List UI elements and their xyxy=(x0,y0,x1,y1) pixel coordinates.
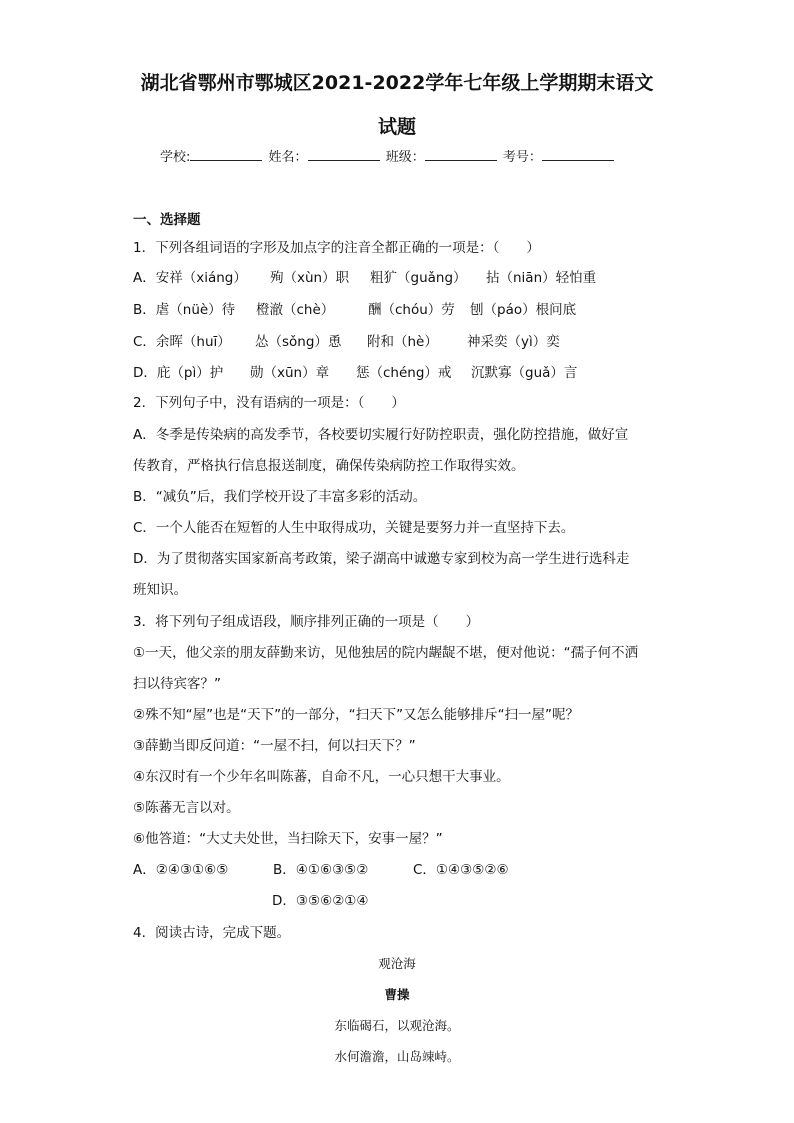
option-item: 勋（xūn）章 xyxy=(250,365,330,381)
question-3-sentence: ⑤陈蕃无言以对。 xyxy=(133,800,240,816)
question-2-line: A．冬季是传染病的高发季节，各校要切实履行好防控职责，强化防控措施，做好宣 xyxy=(133,427,629,443)
option-item: 刨（páo）根问底 xyxy=(470,302,577,318)
option-item: D．庇（pì）护 xyxy=(133,365,224,381)
school-label: 学校: xyxy=(160,150,191,165)
question-2-line: 班知识。 xyxy=(133,582,187,598)
option-item: 酬（chóu）劳 xyxy=(368,302,455,318)
question-3-stem: 3．将下列句子组成语段，顺序排列正确的一项是（ ） xyxy=(133,614,480,630)
option-item: C．①④③⑤②⑥ xyxy=(413,862,509,878)
question-3-option-d: D．③⑤⑥②①④ xyxy=(272,893,369,909)
class-field[interactable] xyxy=(425,148,497,161)
option-item: A．②④③①⑥⑤ xyxy=(133,862,229,878)
option-item: C．余晖（huī） xyxy=(133,334,231,350)
question-3-sentence: 扫以待宾客？” xyxy=(133,676,221,692)
class-label: 班级： xyxy=(385,150,425,165)
question-1-option-d xyxy=(133,361,577,381)
question-4-stem: 4．阅读古诗，完成下题。 xyxy=(133,925,291,941)
poem-title: 观沧海 xyxy=(378,956,416,971)
question-1-option-a xyxy=(133,266,596,286)
poem-author: 曹操 xyxy=(384,987,410,1002)
poem-line: 东临碣石，以观沧海。 xyxy=(334,1018,460,1033)
student-info-row xyxy=(160,146,616,165)
option-item: 拈（niān）轻怕重 xyxy=(486,270,597,286)
exam-number-field[interactable] xyxy=(542,148,614,161)
question-3-sentence: ③薛勤当即反问道：“一屋不扫，何以扫天下？” xyxy=(133,738,416,754)
name-field[interactable] xyxy=(308,148,380,161)
question-1-option-b xyxy=(133,298,576,318)
option-item: 神采奕（yì）奕 xyxy=(467,334,560,350)
question-3-sentence: ④东汉时有一个少年名叫陈蕃，自命不凡，一心只想干大事业。 xyxy=(133,769,510,785)
question-1-option-c xyxy=(133,330,560,350)
question-2-line: C．一个人能否在短暂的人生中取得成功，关键是要努力并一直坚持下去。 xyxy=(133,520,575,536)
question-2-line: 传教育，严格执行信息报送制度，确保传染病防控工作取得实效。 xyxy=(133,458,525,474)
question-1-stem: 1．下列各组词语的字形及加点字的注音全都正确的一项是：（ ） xyxy=(133,240,540,256)
option-item: B．虐（nüè）待 xyxy=(133,302,236,318)
option-item: 橙澈（chè） xyxy=(256,302,335,318)
option-item: 殉（xùn）职 xyxy=(270,270,350,286)
question-2-line: B．“减负”后，我们学校开设了丰富多彩的活动。 xyxy=(133,489,427,505)
option-item: A．安祥（xiáng） xyxy=(133,270,247,286)
section-heading: 一、选择题 xyxy=(133,212,201,228)
option-item: 粗犷（guǎng） xyxy=(370,270,467,286)
page-title: 湖北省鄂州市鄂城区2021-2022学年七年级上学期期末语文 xyxy=(140,72,654,94)
question-2-stem: 2．下列句子中，没有语病的一项是：（ ） xyxy=(133,395,405,411)
school-field[interactable] xyxy=(190,148,262,161)
option-item: 附和（hè） xyxy=(367,334,438,350)
option-item: B．④①⑥③⑤② xyxy=(273,862,369,878)
question-3-sentence: ①一天，他父亲的朋友薛勤来访，见他独居的院内龌龊不堪，便对他说：“孺子何不洒 xyxy=(133,645,639,661)
question-3-sentence: ⑥他答道：“大丈夫处世，当扫除天下，安事一屋？” xyxy=(133,831,443,847)
option-item: 怂（sǒng）恿 xyxy=(255,334,342,350)
question-3-sentence: ②殊不知“屋”也是“天下”的一部分，“扫天下”又怎么能够排斥“扫一屋”呢？ xyxy=(133,707,580,723)
option-item: 惩（chéng）戒 xyxy=(356,365,452,381)
exam-number-label: 考号： xyxy=(502,150,542,165)
question-2-line: D．为了贯彻落实国家新高考政策，梁子湖高中诚邀专家到校为高一学生进行选科走 xyxy=(133,551,630,567)
option-item: 沉默寡（guǎ）言 xyxy=(471,365,578,381)
page-title-cont: 试题 xyxy=(377,116,416,138)
poem-line: 水何澹澹，山岛竦峙。 xyxy=(334,1049,460,1064)
name-label: 姓名： xyxy=(268,150,308,165)
question-3-options xyxy=(133,858,509,878)
